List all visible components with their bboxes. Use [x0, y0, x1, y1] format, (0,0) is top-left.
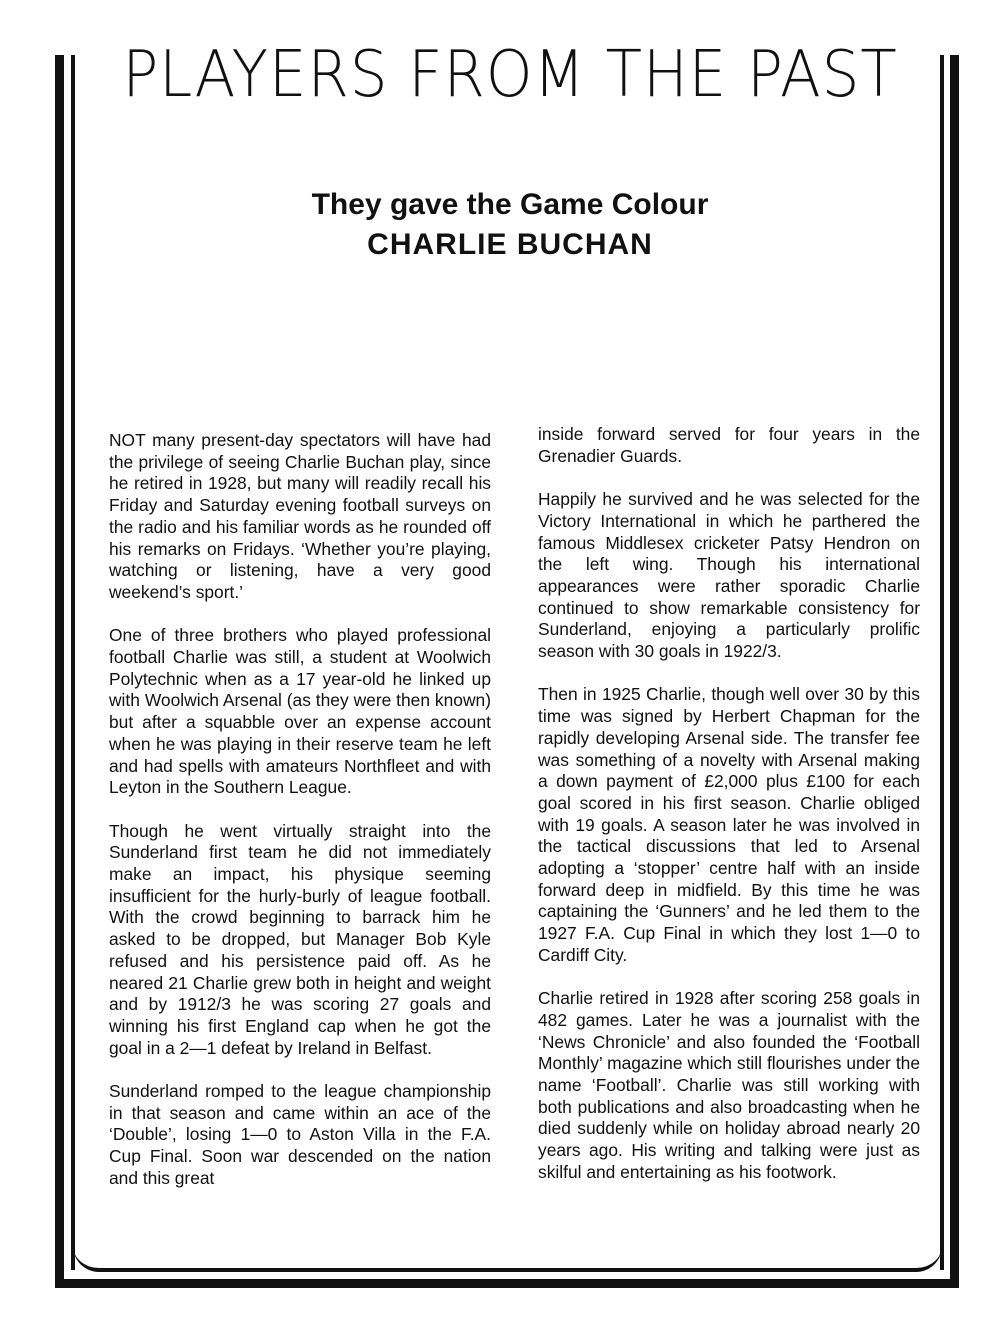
paragraph: One of three brothers who played professional football Charlie was still, a student at Woolwich Polytechnic when as a 17 year-old he linked up with Woolwich Arsenal (as they were then known) but after a squabble over an expense account when he was playing in their reserve team he left and had spells with amateurs Northfleet and with Leyton in the Southern League.: [109, 625, 491, 798]
frame-left-outer-line: [55, 55, 64, 1287]
paragraph: Happily he survived and he was selected for the Victory International in which he parthered the famous Middlesex cricketer Patsy Hendron on the left wing. Though his international appearances were rather sporadic Charlie continued to show remarkable consistency for Sunderland, enjoying a particularly prolific season with 30 goals in 1922/3.: [538, 489, 920, 662]
article-subtitle: They gave the Game Colour: [311, 188, 709, 221]
paragraph: Sunderland romped to the league championship in that season and came within an ace of the ‘Double’, losing 1—0 to Aston Villa in the F.A. Cup Final. Soon war descended on the nation and this great: [109, 1081, 491, 1188]
frame-right-outer-line: [950, 55, 959, 1287]
paragraph: Then in 1925 Charlie, though well over 30 by this time was signed by Herbert Chapman for the rapidly developing Arsenal side. The transfer fee was something of a novelty with Arsenal making a down payment of £2,000 plus £100 for each goal scored in his first season. Charlie obliged with 19 goals. A season later he was involved in the tactical discussions that led to Arsenal adopting a ‘stopper’ centre half with an inside forward deep in midfield. By this time he was captaining the ‘Gunners’ and he led them to the 1927 F.A. Cup Final in which they lost 1—0 to Cardiff City.: [538, 684, 920, 965]
article-column-left: [109, 430, 491, 1190]
section-header: PLAYERS FROM THE PAST: [122, 38, 898, 112]
paragraph: Though he went virtually straight into the Sunderland first team he did not immediately make an impact, his physique seeming insufficient for the hurly-burly of league football. With the crowd beginning to barrack him he asked to be dropped, but Manager Bob Kyle refused and his persistence paid off. As he neared 21 Charlie grew both in height and weight and by 1912/3 he was scoring 27 goals and winning his first England cap when he got the goal in a 2—1 defeat by Ireland in Belfast.: [109, 820, 491, 1058]
frame-bottom-outer-line: [55, 1279, 959, 1288]
paragraph: NOT many present-day spectators will have had the privilege of seeing Charlie Buchan play, since he retired in 1928, but many will readily recall his Friday and Saturday evening football surveys on the radio and his familiar words as he rounded off his remarks on Fridays. ‘Whether you’re playing, watching or listening, have a very good weekend’s sport.’: [109, 430, 491, 602]
paragraph: Charlie retired in 1928 after scoring 258 goals in 482 games. Later he was a journalist with the ‘News Chronicle’ and also founded the ‘Football Monthly’ magazine which still flourishes under the name ‘Football’. Charlie was still working with both publications and also broadcasting when he died suddenly while on holiday abroad nearly 20 years ago. His writing and talking were just as skilful and entertaining as his footwork.: [538, 988, 920, 1182]
article-column-right: [538, 424, 920, 1184]
paragraph: inside forward served for four years in the Grenadier Guards.: [538, 424, 920, 466]
article-title: CHARLIE BUCHAN: [367, 228, 653, 261]
